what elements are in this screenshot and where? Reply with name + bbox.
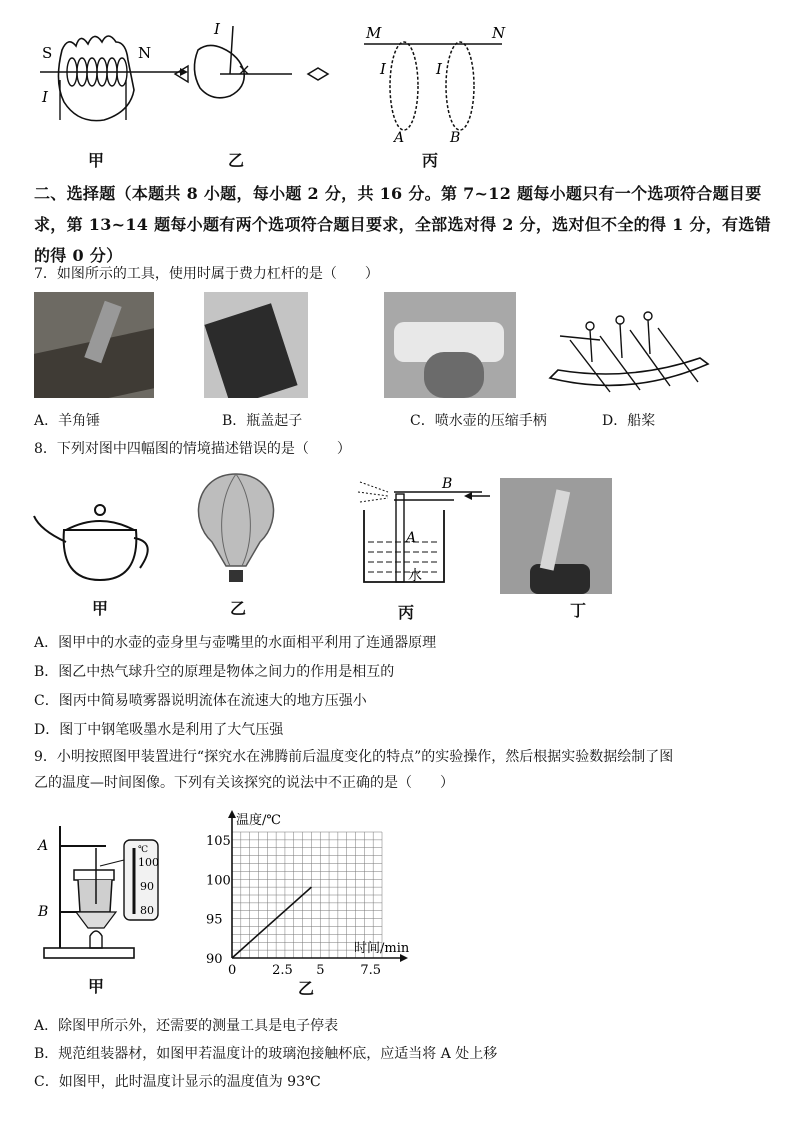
q8-fig-label-yi: 乙 — [230, 599, 247, 618]
q8-fig-label-jia: 甲 — [92, 599, 109, 618]
q9-figure-apparatus — [34, 820, 164, 972]
q7-option-d[interactable]: D．船桨 — [602, 413, 656, 429]
q8-photo-fountain-pen — [500, 478, 612, 594]
diamond-arrow-icon — [308, 68, 328, 80]
x-tick-label: 5 — [316, 963, 325, 978]
label-I-loop2: I — [436, 60, 442, 78]
y-tick-label: 90 — [206, 952, 223, 967]
y-tick-label: 105 — [206, 833, 231, 849]
q7-option-c[interactable]: C．喷水壶的压缩手柄 — [410, 413, 547, 429]
q8-option-a[interactable]: A．图甲中的水壶的壶身里与壶嘴里的水面相平利用了连通器原理 — [34, 635, 437, 651]
q8-option-b[interactable]: B．图乙中热气球升空的原理是物体之间力的作用是相互的 — [34, 664, 395, 680]
q9-option-c[interactable]: C．如图甲，此时温度计显示的温度值为 93℃ — [34, 1074, 321, 1090]
section-heading: 二、选择题（本题共 8 小题，每小题 2 分，共 16 分。第 7~12 题每小题只有一个选项符合题目要求，第 13~14 题每小题有两个选项符合题目要求，全部选对得 2 分，选对但不全的得 1 分，有选错的得 0 分） — [34, 184, 771, 265]
q8-stem: 8．下列对图中四幅图的情境描述错误的是（ ） — [34, 441, 351, 457]
chart-y-axis-label: 温度/℃ — [236, 813, 281, 828]
q9-fig-label-yi: 乙 — [298, 979, 315, 998]
q8-figure-hot-air-balloon — [186, 470, 286, 592]
top-fig-label-yi: 乙 — [228, 151, 245, 170]
q7-photo-sprayer — [384, 292, 516, 398]
q7-photo-bottle-opener — [204, 292, 308, 398]
q9-option-b[interactable]: B．规范组装器材，如图甲若温度计的玻璃泡接触杯底，应适当将 A 处上移 — [34, 1046, 498, 1062]
x-tick-label: 0 — [228, 963, 237, 978]
q8-option-d[interactable]: D．图丁中钢笔吸墨水是利用了大气压强 — [34, 722, 284, 738]
thermo-tick-90: 90 — [140, 880, 154, 893]
q7-option-b[interactable]: B．瓶盖起子 — [222, 413, 303, 429]
q7-photo-claw-hammer — [34, 292, 154, 398]
q8-label-A: A — [406, 530, 417, 546]
q9-stem-line1: 9．小明按照图甲装置进行“探究水在沸腾前后温度变化的特点”的实验操作，然后根据实验数据绘制了图 — [34, 749, 674, 765]
label-S: S — [42, 44, 53, 62]
chart-grid — [232, 832, 382, 958]
x-tick-label: 7.5 — [360, 963, 382, 978]
fig-bing-current-loops — [364, 24, 506, 146]
top-fig-label-bing: 丙 — [422, 151, 439, 170]
q7-option-a[interactable]: A．羊角锤 — [34, 413, 101, 429]
fig-jia-right-hand-coil — [40, 36, 188, 121]
q9-label-A: A — [38, 838, 49, 854]
q7-stem: 7．如图所示的工具，使用时属于费力杠杆的是（ ） — [34, 266, 379, 282]
chart-x-axis-label: 时间/min — [354, 941, 410, 956]
q8-label-water: 水 — [408, 568, 422, 584]
label-M: M — [366, 24, 382, 42]
fig-yi-right-hand-rule — [175, 20, 292, 98]
label-I-jia: I — [42, 88, 48, 106]
label-N2: N — [492, 24, 506, 42]
label-N: N — [138, 44, 152, 62]
q8-label-B: B — [442, 476, 453, 492]
thermo-tick-100: 100 — [138, 856, 159, 869]
q7-figure-boat-oars — [540, 300, 720, 398]
x-tick-label: 2.5 — [272, 963, 293, 978]
thermo-tick-80: 80 — [140, 904, 154, 917]
q8-fig-label-ding: 丁 — [570, 601, 587, 620]
q9-option-a[interactable]: A．除图甲所示外，还需要的测量工具是电子停表 — [34, 1018, 339, 1034]
chart-y-axis-arrow — [228, 810, 236, 818]
q9-fig-label-jia: 甲 — [88, 977, 105, 996]
series-line-temperature — [232, 887, 311, 958]
q9-stem-line2: 乙的温度—时间图像。下列有关该探究的说法中不正确的是（ ） — [34, 775, 454, 791]
label-A-loop: A — [394, 130, 405, 146]
q8-option-c[interactable]: C．图丙中简易喷雾器说明流体在流速大的地方压强小 — [34, 693, 367, 709]
label-I-loop1: I — [380, 60, 386, 78]
q8-fig-label-bing: 丙 — [398, 603, 415, 622]
q9-temperature-time-chart — [206, 808, 426, 980]
top-fig-label-jia: 甲 — [88, 151, 105, 170]
label-B-loop: B — [450, 130, 461, 146]
q9-label-B: B — [38, 904, 49, 920]
top-figure-row — [30, 20, 530, 170]
y-tick-label: 95 — [206, 912, 223, 928]
q8-figure-teapot — [30, 490, 160, 590]
thermo-unit: ℃ — [138, 845, 149, 855]
y-tick-label: 100 — [206, 873, 231, 889]
q8-figure-sprayer-experiment — [354, 470, 494, 596]
label-I-yi: I — [214, 20, 220, 38]
